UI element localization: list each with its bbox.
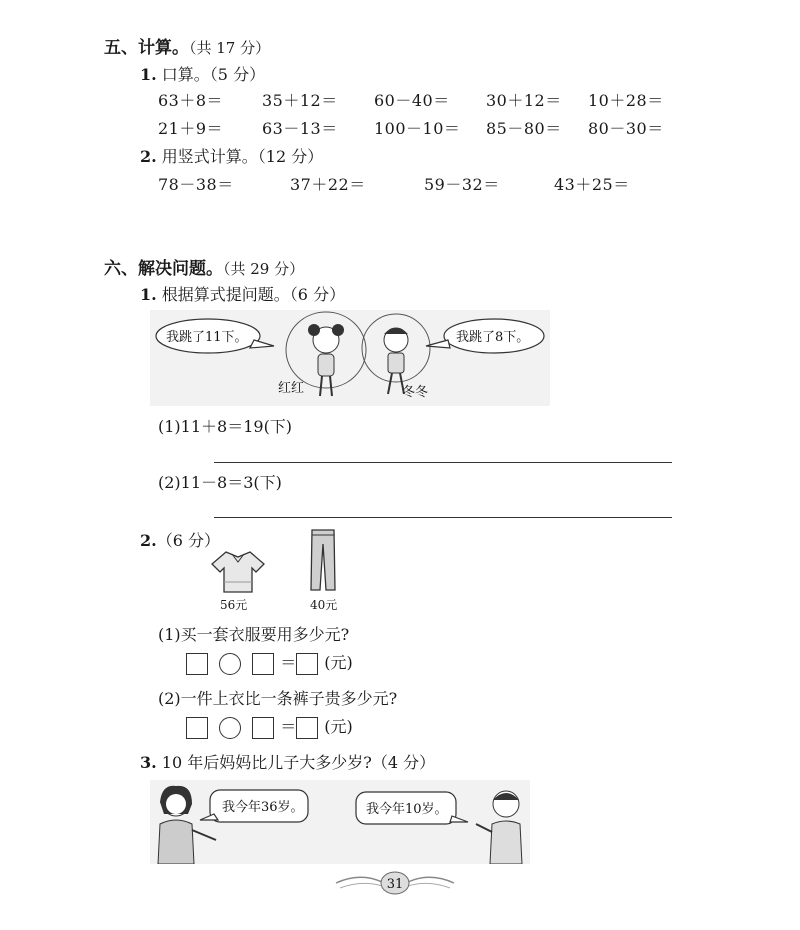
s6-q3-title: 10 年后妈妈比儿子大多少岁?（4 分）: [161, 753, 436, 772]
s6-q2-title: （6 分）: [156, 531, 220, 550]
illustration-background: [150, 780, 530, 864]
equals-sign: ＝: [280, 653, 297, 672]
s6-q2-sub2: (2)一件上衣比一条裤子贵多少元?: [158, 689, 398, 708]
s6-q2-heading: [140, 528, 220, 551]
s6-q1-heading: [140, 282, 345, 305]
s5-q2-item3: 59－32＝: [424, 175, 500, 194]
s5-q2-title: 用竖式计算。（12 分）: [161, 147, 324, 166]
boy-name: 冬冬: [402, 385, 429, 400]
operator-circle[interactable]: [219, 717, 241, 739]
section6-points: （共 29 分）: [223, 260, 305, 278]
s5-q2-heading: [140, 144, 323, 167]
s5-q1-r1-c3: 60－40＝: [374, 91, 450, 110]
jump-rope-illustration: [150, 310, 550, 406]
s6-q3-heading: [140, 750, 435, 773]
answer-box[interactable]: [296, 653, 318, 675]
s5-q1-r2-c3: 100－10＝: [374, 119, 461, 138]
s6-q1-title: 根据算式提问题。（6 分）: [161, 285, 346, 304]
mother-speech-bubble: [200, 790, 308, 822]
equals-sign: ＝: [280, 717, 297, 736]
section5-title: 五、计算。: [104, 38, 189, 58]
girl-name: 红红: [278, 381, 305, 396]
pants-icon: [308, 528, 338, 592]
s5-q2-number: 2.: [140, 147, 157, 166]
right-bubble-text: 我跳了8下。: [456, 330, 530, 345]
s5-q2-item4: 43＋25＝: [554, 175, 630, 194]
section6-title: 六、解决问题。: [104, 259, 223, 279]
s6-q1-answer-line-2[interactable]: [214, 517, 672, 518]
shirt-icon: [210, 548, 266, 594]
mother-son-illustration: [150, 780, 530, 864]
section5-heading: [104, 33, 270, 58]
section6-heading: [104, 254, 304, 279]
s6-q3-number: 3.: [140, 753, 157, 772]
s6-q1-answer-line-1[interactable]: [214, 462, 672, 463]
pants-price: 40元: [310, 598, 338, 612]
answer-box[interactable]: [252, 717, 274, 739]
page-number-ornament: [330, 868, 460, 898]
answer-box[interactable]: [186, 653, 208, 675]
answer-box[interactable]: [296, 717, 318, 739]
s5-q1-number: 1.: [140, 65, 157, 84]
s6-q2-answer-row-2: [186, 714, 359, 739]
s6-q1-sub1: (1)11＋8＝19(下): [158, 417, 293, 436]
shirt-price: 56元: [220, 598, 248, 612]
section5-points: （共 17 分）: [189, 39, 271, 57]
page-number: 31: [386, 877, 404, 892]
s5-q1-r2-c2: 63－13＝: [262, 119, 338, 138]
son-speech-bubble: [356, 792, 468, 824]
s6-q1-sub2: (2)11－8＝3(下): [158, 473, 282, 492]
s6-q2-sub1: (1)买一套衣服要用多少元?: [158, 625, 350, 644]
s5-q2-item1: 78－38＝: [158, 175, 234, 194]
s5-q1-r1-c4: 30＋12＝: [486, 91, 562, 110]
s5-q1-r2-c4: 85－80＝: [486, 119, 562, 138]
s5-q1-heading: [140, 62, 265, 85]
s5-q1-r1-c1: 63＋8＝: [158, 91, 224, 110]
left-bubble-text: 我跳了11下。: [166, 330, 248, 345]
unit-label: (元): [324, 717, 353, 736]
operator-circle[interactable]: [219, 653, 241, 675]
answer-box[interactable]: [186, 717, 208, 739]
s6-q1-number: 1.: [140, 285, 157, 304]
s5-q1-r2-c5: 80－30＝: [588, 119, 664, 138]
s6-q2-answer-row-1: [186, 650, 359, 675]
s5-q1-r1-c5: 10＋28＝: [588, 91, 664, 110]
mother-bubble-text: 我今年36岁。: [222, 800, 304, 815]
answer-box[interactable]: [252, 653, 274, 675]
unit-label: (元): [324, 653, 353, 672]
s5-q1-r2-c1: 21＋9＝: [158, 119, 224, 138]
s5-q2-item2: 37＋22＝: [290, 175, 366, 194]
s5-q1-title: 口算。（5 分）: [161, 65, 266, 84]
son-bubble-text: 我今年10岁。: [366, 802, 448, 817]
s6-q2-number: 2.: [140, 531, 157, 550]
s5-q1-r1-c2: 35＋12＝: [262, 91, 338, 110]
